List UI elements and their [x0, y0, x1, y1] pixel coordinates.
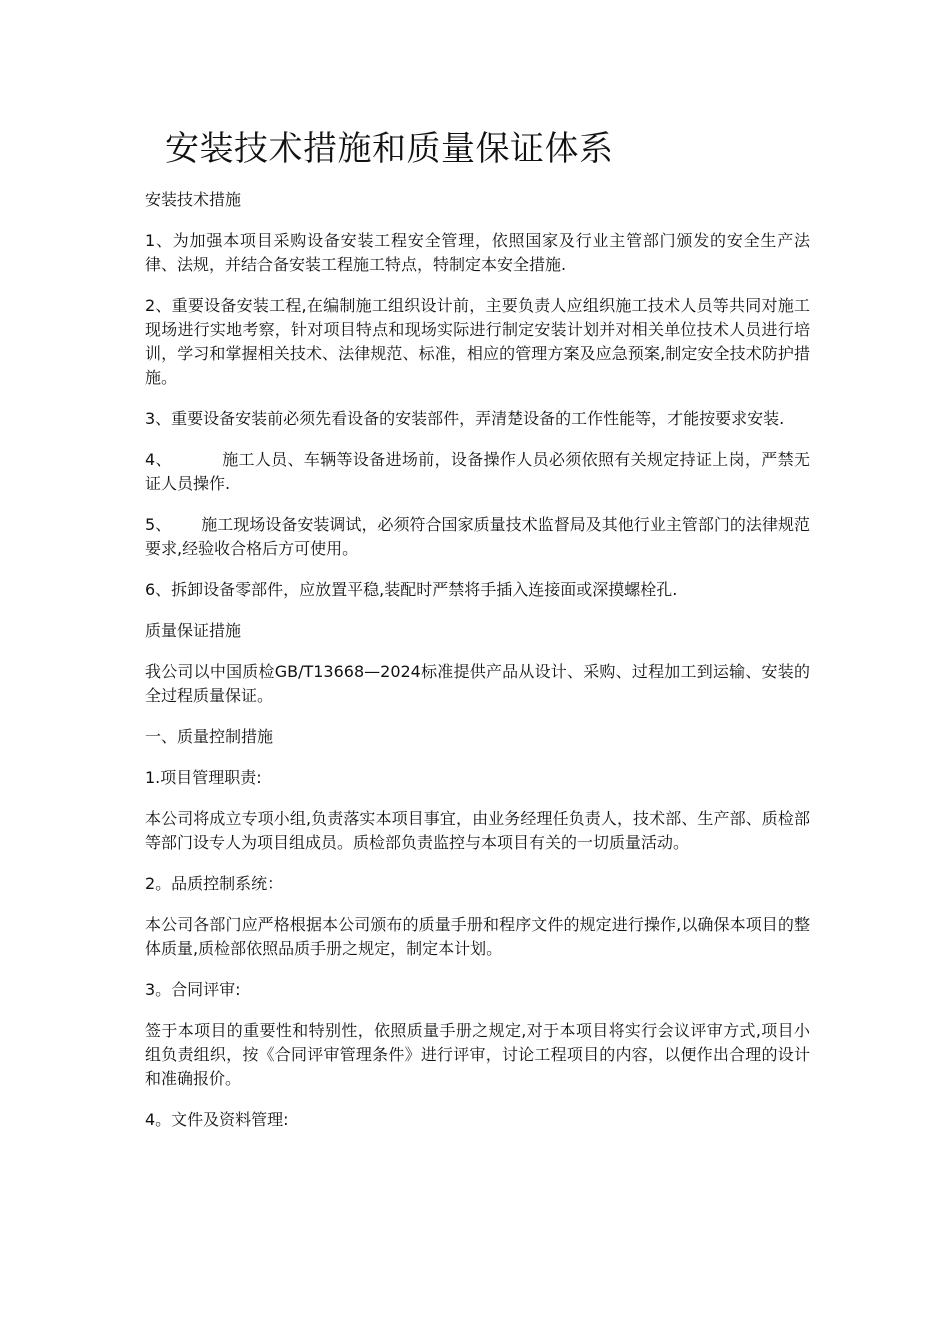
paragraph-install-1: 1、为加强本项目采购设备安装工程安全管理，依照国家及行业主管部门颁发的安全生产法律、法规，并结合备安装工程施工特点，特制定本安全措施.: [145, 231, 810, 274]
paragraph-install-5: [145, 513, 810, 561]
paragraph-install-6: 6、拆卸设备零部件，应放置平稳,装配时严禁将手插入连接面或深摸螺栓孔.: [145, 580, 678, 599]
paragraph-install-2: 2、重要设备安装工程,在编制施工组织设计前，主要负责人应组织施工技术人员等共同对施工现场进行实地考察，针对项目特点和现场实际进行制定安装计划并对相关单位技术人员进行培训，学习和掌握相关技术、法律规范、标准，相应的管理方案及应急预案,制定安全技术防护措施。: [145, 296, 810, 387]
paragraph-project-duties: 本公司将成立专项小组,负责落实本项目事宜，由业务经理任负责人，技术部、生产部、质检部等部门设专人为项目组成员。质检部负责监控与本项目有关的一切质量活动。: [145, 809, 810, 852]
subheading-quality-system: 2。品质控制系统：: [145, 874, 284, 893]
paragraph-quality-system: 本公司各部门应严格根据本公司颁布的质量手册和程序文件的规定进行操作,以确保本项目的整体质量,质检部依照品质手册之规定，制定本计划。: [145, 915, 810, 958]
paragraph-install-4-number: 4、: [145, 450, 172, 469]
paragraph-contract-review: 签于本项目的重要性和特别性，依照质量手册之规定,对于本项目将实行会议评审方式,项目小组负责组织，按《合同评审管理条件》进行评审，讨论工程项目的内容，以便作出合理的设计和准确报价。: [145, 1021, 810, 1088]
paragraph-install-4-text: 施工人员、车辆等设备进场前，设备操作人员必须依照有关规定持证上岗，严禁无证人员操作.: [145, 450, 810, 493]
paragraph-quality-intro: 我公司以中国质检GB/T13668—2024标准提供产品从设计、采购、过程加工到运输、安装的全过程质量保证。: [145, 662, 810, 705]
paragraph-install-4: [145, 448, 810, 496]
section-heading-install: 安装技术措施: [145, 190, 242, 209]
paragraph-install-3: 3、重要设备安装前必须先看设备的安装部件，弄清楚设备的工作性能等，才能按要求安装.: [145, 409, 785, 428]
subheading-contract-review: 3。合同评审:: [145, 980, 241, 999]
paragraph-install-5-text: 施工现场设备安装调试，必须符合国家质量技术监督局及其他行业主管部门的法律规范要求,经验收合格后方可使用。: [145, 515, 810, 558]
subheading-quality-control: 一、质量控制措施: [145, 727, 274, 746]
section-heading-quality: 质量保证措施: [145, 621, 242, 640]
subheading-project-duties: 1.项目管理职责:: [145, 768, 262, 787]
paragraph-install-5-number: 5、: [145, 515, 172, 534]
document-title: 安装技术措施和质量保证体系: [165, 129, 614, 169]
document-body: [145, 188, 810, 1149]
subheading-document-management: 4。文件及资料管理:: [145, 1110, 289, 1129]
